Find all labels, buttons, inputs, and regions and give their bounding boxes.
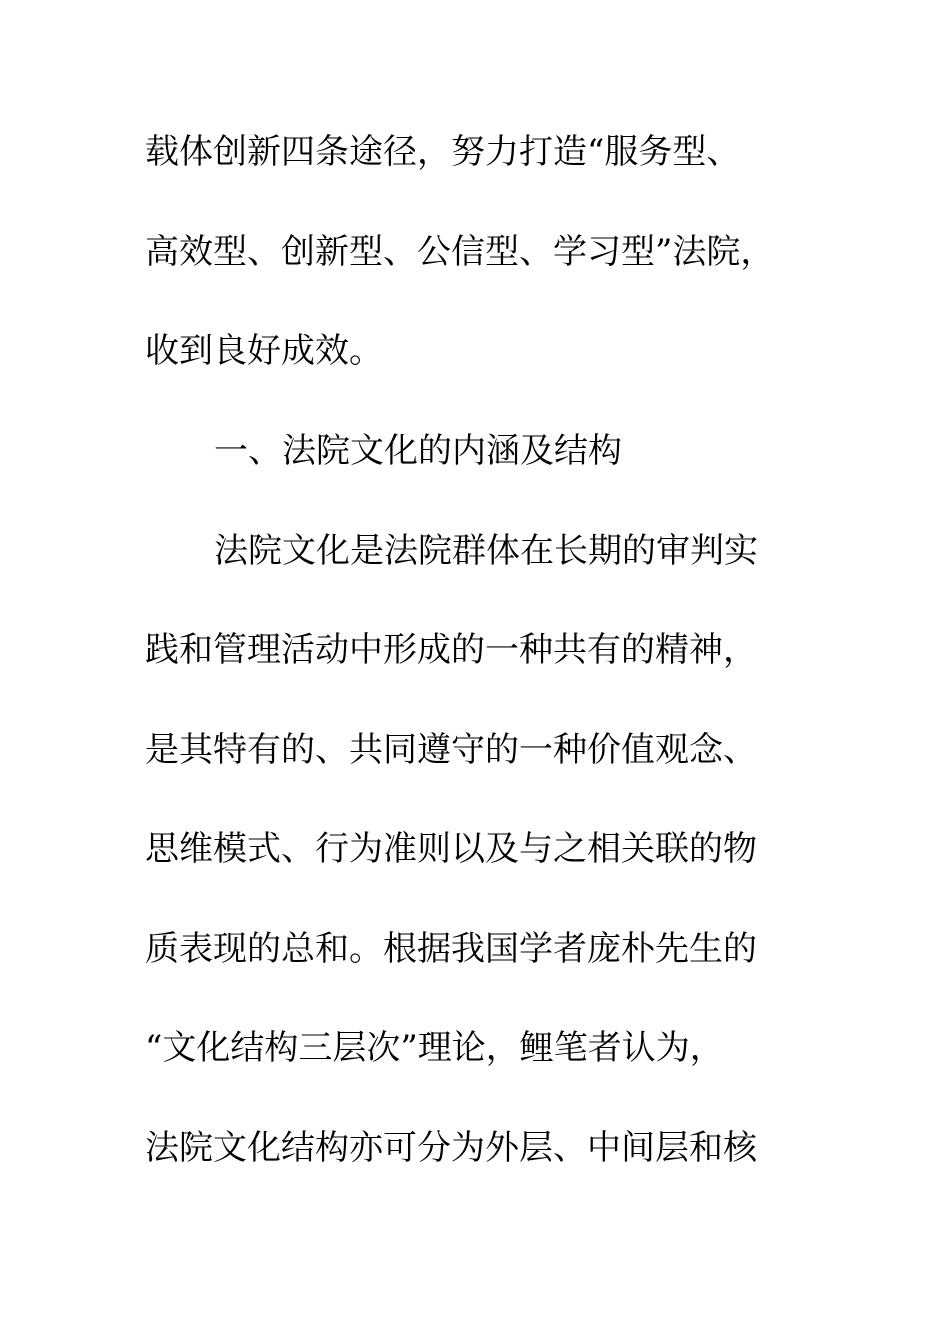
section-heading: 一、法院文化的内涵及结构 [214, 431, 622, 471]
text-line: 是其特有的、共同遵守的一种价值观念、 [145, 730, 757, 770]
text-line: 法院文化是法院群体在长期的审判实 [214, 531, 758, 571]
text-line: 收到良好成效。 [145, 331, 383, 371]
text-line: 高效型、创新型、公信型、学习型”法院， [145, 232, 775, 272]
text-line: 质表现的总和。根据我国学者庞朴先生的 [145, 929, 757, 969]
text-line: “文化结构三层次”理论，鲤笔者认为， [145, 1028, 724, 1068]
text-line: 法院文化结构亦可分为外层、中间层和核 [145, 1128, 757, 1168]
text-line: 载体创新四条途径，努力打造“服务型、 [145, 132, 741, 172]
text-line: 思维模式、行为准则以及与之相关联的物 [145, 829, 757, 869]
text-line: 践和管理活动中形成的一种共有的精神， [145, 630, 757, 670]
